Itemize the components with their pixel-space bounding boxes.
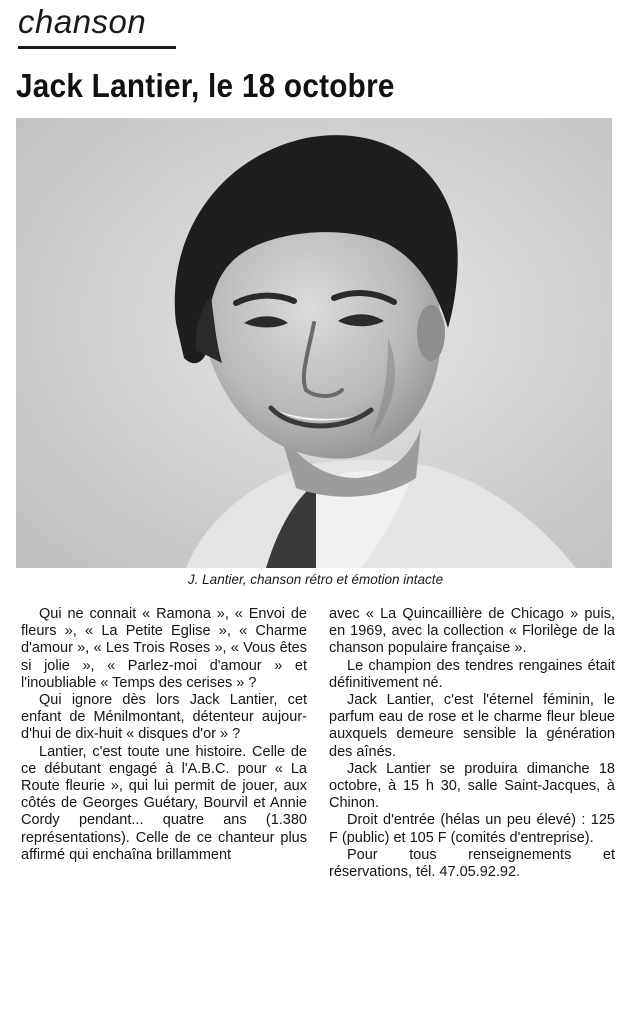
photo-caption: J. Lantier, chanson rétro et émotion intacte: [187, 572, 444, 587]
paragraph: Droit d'entrée (hélas un peu élevé) : 125 F (public) et 105 F (comités d'entreprise).: [329, 812, 615, 846]
portrait-illustration: [16, 118, 612, 568]
section-rubric: chanson: [18, 3, 147, 40]
paragraph: Lantier, c'est toute une histoire. Celle de ce débutant engagé à l'A.B.C. pour « La Route fleurie », qui lui permit de jouer, aux côtés de Georges Guétary, Bourvil et Annie Cordy pendant... quatre ans (1.380 représentations). Celle de ce chanteur plus affirmé qui enchaîna brillamment: [21, 743, 307, 863]
paragraph: Jack Lantier se produira dimanche 18 octobre, à 15 h 30, salle Saint-Jacques, à Chinon.: [329, 760, 615, 812]
paragraph: Qui ne connait « Ramona », « Envoi de fleurs », « La Petite Eglise », « Charme d'amour », « Les Trois Roses », « Vous êtes si jolie », « Parlez-moi d'amour » et l'inoubliable « Temps des cerises » ?: [21, 606, 307, 691]
paragraph: Jack Lantier, c'est l'éternel féminin, le parfum eau de rose et le charme fleur bleue auxquels demeure sensible la génération des aînés.: [329, 692, 615, 760]
article-headline: Jack Lantier, le 18 octobre: [16, 67, 395, 104]
article-column-right: [329, 606, 615, 881]
portrait-photo: [16, 118, 612, 568]
article-column-left: [21, 606, 307, 864]
paragraph: Pour tous renseignements et réservations, tél. 47.05.92.92.: [329, 846, 615, 881]
rubric-underline: [18, 46, 176, 49]
paragraph: Le champion des tendres rengaines était définitivement né.: [329, 657, 615, 691]
paragraph: Qui ignore dès lors Jack Lantier, cet enfant de Ménilmontant, détenteur aujourd'hui de dix-huit « disques d'or » ?: [21, 692, 307, 743]
paragraph: avec « La Quincaillière de Chicago » puis, en 1969, avec la collection « Florilège de la chanson populaire française ».: [329, 606, 615, 657]
